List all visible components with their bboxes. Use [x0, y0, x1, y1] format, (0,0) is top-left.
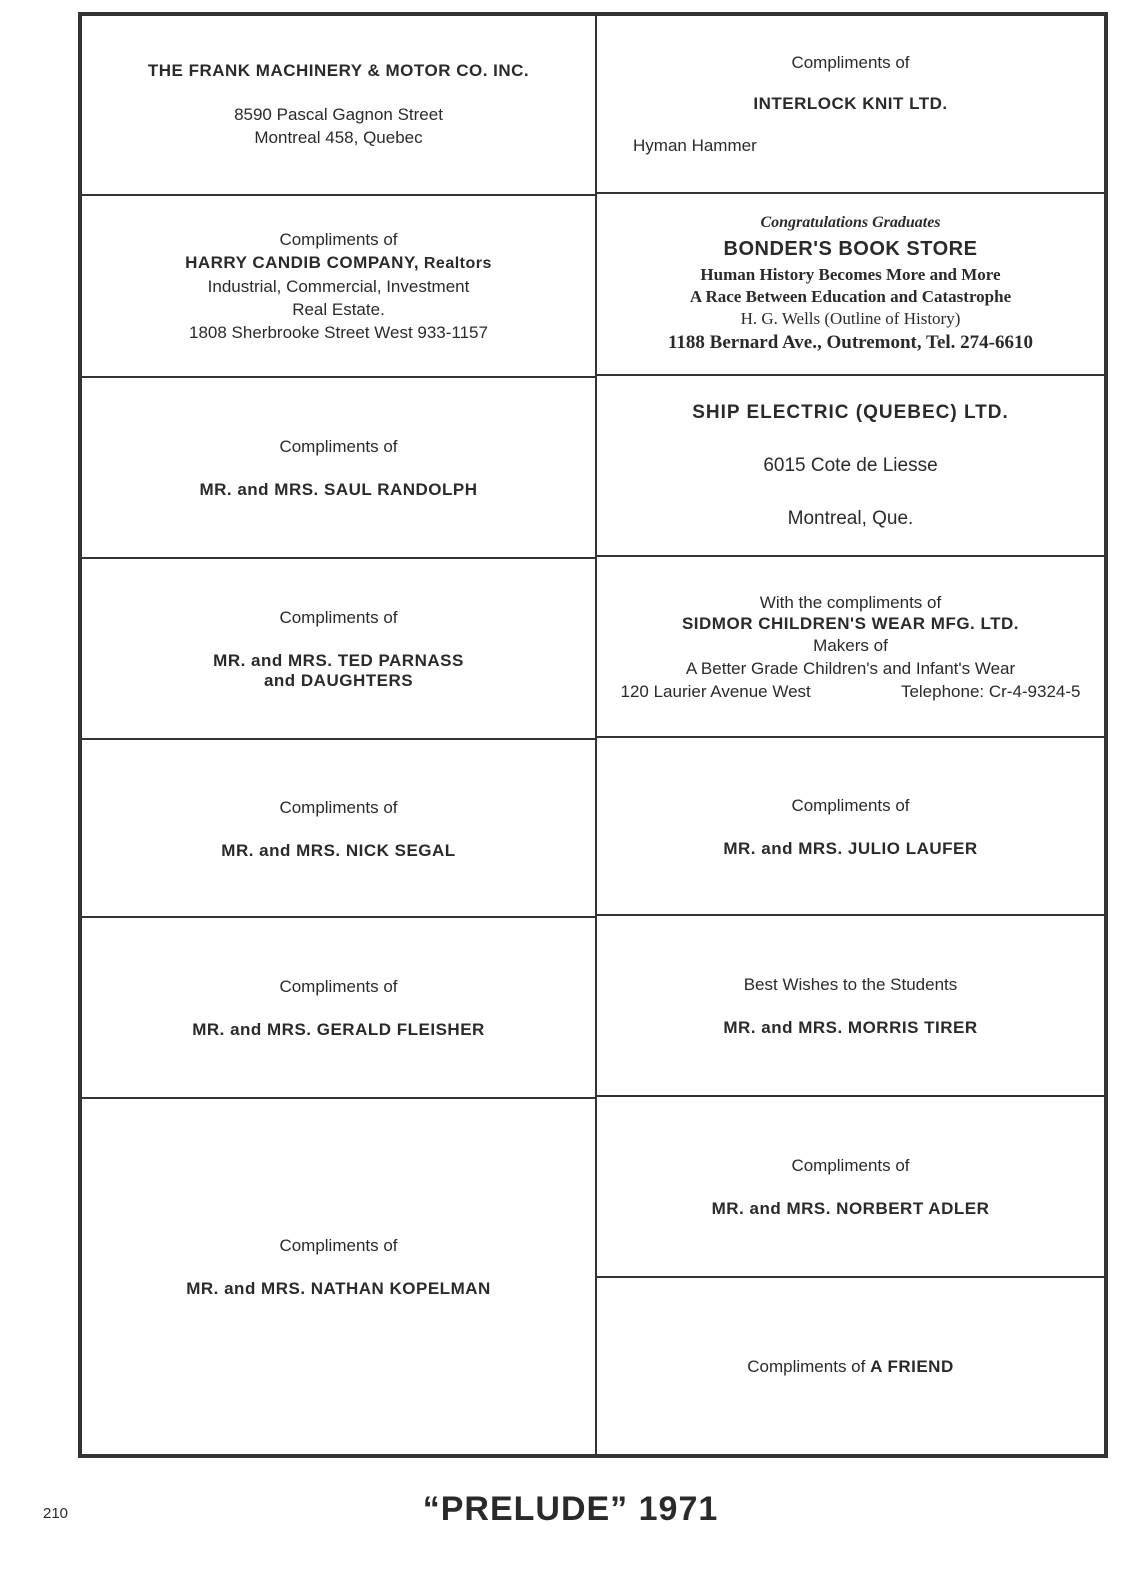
ad-line-3: 1808 Sherbrooke Street West 933-1157: [189, 323, 488, 342]
ad-line-1: Industrial, Commercial, Investment: [207, 277, 470, 296]
ad-interlock-knit: [596, 15, 1105, 193]
ad-name: SIDMOR CHILDREN'S WEAR MFG. LTD.: [681, 613, 1020, 633]
ad-lead: Compliments of: [791, 1156, 910, 1175]
ad-city: Montreal 458, Quebec: [254, 128, 423, 147]
ad-lead: Compliments of: [791, 53, 910, 72]
ad-street: 8590 Pascal Gagnon Street: [234, 105, 443, 124]
ad-adler: [596, 1096, 1105, 1277]
ad-segal: [81, 739, 596, 917]
ad-lead: Compliments of: [279, 977, 398, 996]
ad-frank-machinery: [81, 15, 596, 195]
ad-kopelman: [81, 1098, 596, 1455]
ad-line-2: A Race Between Education and Catastrophe: [689, 287, 1012, 306]
ad-lead: Compliments of: [279, 437, 398, 456]
ad-name-suffix: Realtors: [423, 255, 492, 272]
ad-lead: Best Wishes to the Students: [743, 975, 958, 994]
ad-name: MR. and MRS. NICK SEGAL: [221, 840, 456, 860]
ad-tirer: [596, 915, 1105, 1096]
ad-bonders-book-store: [596, 193, 1105, 375]
ad-lead: Compliments of: [747, 1356, 866, 1376]
ad-ship-electric: [596, 375, 1105, 556]
ad-sidmor: [596, 556, 1105, 737]
page-number: 210: [43, 1505, 69, 1522]
ad-city: Montreal, Que.: [787, 507, 914, 529]
ad-name: INTERLOCK KNIT LTD.: [753, 94, 948, 113]
ad-phone: Telephone: Cr-4-9324-5: [900, 681, 1081, 701]
ad-randolph: [81, 377, 596, 558]
ad-name: MR. and MRS. MORRIS TIRER: [723, 1018, 978, 1037]
ad-name: A FRIEND: [870, 1356, 954, 1376]
page-footer-title: “PRELUDE” 1971: [422, 1490, 719, 1528]
ad-name: MR. and MRS. TED PARNASS: [213, 651, 464, 670]
ad-name: BONDER'S BOOK STORE: [723, 238, 978, 260]
ad-line-1: Human History Becomes More and More: [700, 265, 1001, 284]
ad-name: MR. and MRS. NORBERT ADLER: [711, 1199, 990, 1218]
ad-line-4: 1188 Bernard Ave., Outremont, Tel. 274-6610: [667, 332, 1034, 353]
ad-name-2: and DAUGHTERS: [263, 671, 414, 690]
ad-name: SHIP ELECTRIC (QUEBEC) LTD.: [692, 401, 1009, 423]
ad-address: 120 Laurier Avenue West: [620, 681, 811, 701]
ad-street: 6015 Cote de Liesse: [763, 454, 938, 476]
ad-fleisher: [81, 917, 596, 1098]
ad-lead: Compliments of: [279, 797, 398, 817]
ad-friend: [596, 1277, 1105, 1455]
ad-name: MR. and MRS. SAUL RANDOLPH: [199, 480, 478, 499]
ad-grid: [78, 12, 1108, 1458]
ad-line-2: Real Estate.: [292, 300, 385, 319]
ad-laufer: [596, 737, 1105, 915]
ad-harry-candib: [81, 195, 596, 377]
ad-lead: With the compliments of: [759, 592, 942, 612]
ad-lead: Compliments of: [279, 230, 398, 249]
ad-lead: Compliments of: [279, 1236, 398, 1255]
ad-name: HARRY CANDIB COMPANY,: [185, 253, 420, 272]
ad-line-3: H. G. Wells (Outline of History): [740, 309, 961, 328]
ad-name: MR. and MRS. GERALD FLEISHER: [192, 1020, 485, 1039]
ad-line-1: Makers of: [813, 635, 888, 655]
ad-parnass: [81, 558, 596, 739]
ad-lead: Compliments of: [279, 608, 398, 627]
ad-name: MR. and MRS. JULIO LAUFER: [723, 838, 978, 858]
ad-name: THE FRANK MACHINERY & MOTOR CO. INC.: [147, 61, 530, 80]
ad-name: MR. and MRS. NATHAN KOPELMAN: [186, 1279, 491, 1298]
ad-lead: Compliments of: [791, 795, 910, 815]
ad-line-2: A Better Grade Children's and Infant's Wear: [685, 658, 1016, 678]
ad-person: Hyman Hammer: [633, 136, 757, 155]
ad-lead: Congratulations Graduates: [760, 214, 941, 231]
